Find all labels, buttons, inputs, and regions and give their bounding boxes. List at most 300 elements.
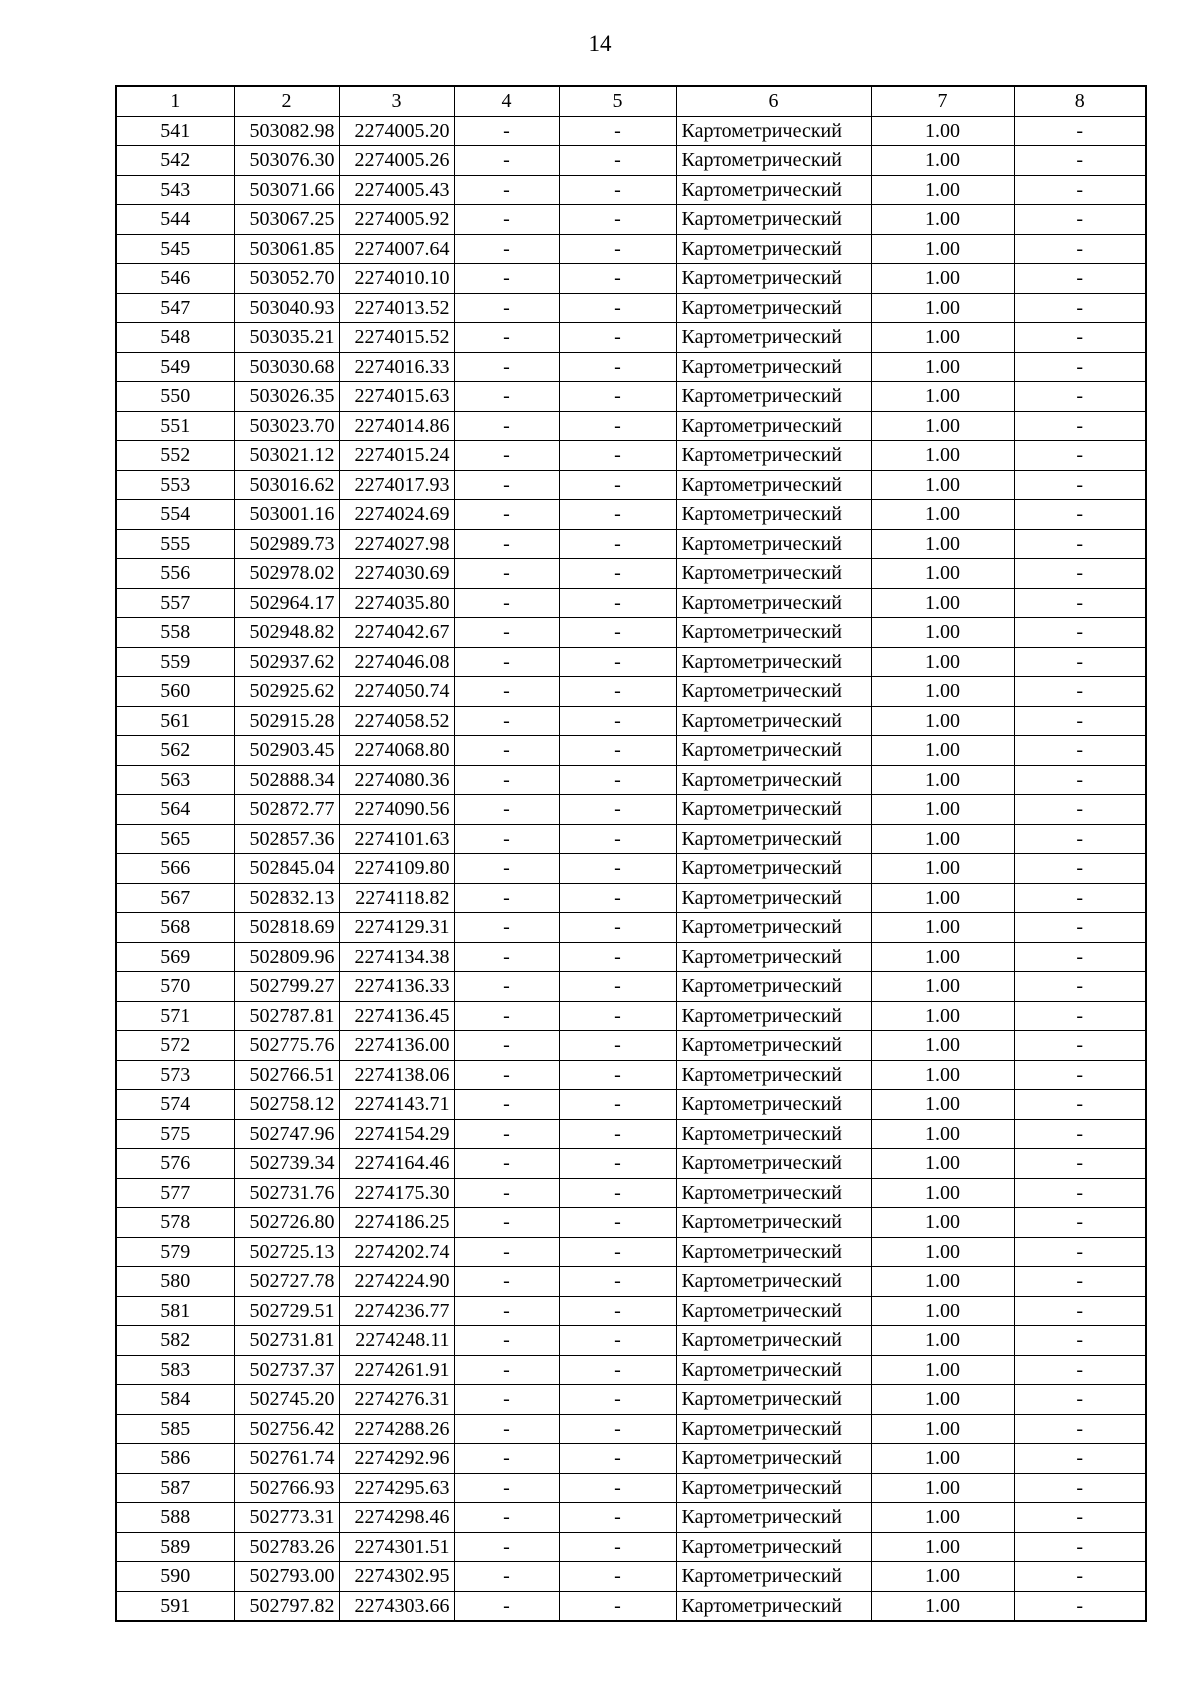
y-coordinate-cell: 2274005.43: [339, 175, 454, 205]
accuracy-cell: 1.00: [871, 411, 1014, 441]
accuracy-cell: 1.00: [871, 500, 1014, 530]
accuracy-cell: 1.00: [871, 972, 1014, 1002]
col4-cell: -: [454, 1031, 559, 1061]
col4-cell: -: [454, 323, 559, 353]
y-coordinate-cell: 2274143.71: [339, 1090, 454, 1120]
x-coordinate-cell: 503061.85: [234, 234, 339, 264]
table-row: [116, 795, 1146, 825]
accuracy-cell: 1.00: [871, 529, 1014, 559]
table-row: [116, 677, 1146, 707]
accuracy-cell: 1.00: [871, 175, 1014, 205]
point-number-cell: 589: [116, 1532, 234, 1562]
point-number-cell: 550: [116, 382, 234, 412]
x-coordinate-cell: 502925.62: [234, 677, 339, 707]
point-number-cell: 558: [116, 618, 234, 648]
col4-cell: -: [454, 913, 559, 943]
y-coordinate-cell: 2274042.67: [339, 618, 454, 648]
y-coordinate-cell: 2274175.30: [339, 1178, 454, 1208]
col4-cell: -: [454, 854, 559, 884]
y-coordinate-cell: 2274298.46: [339, 1503, 454, 1533]
col5-cell: -: [559, 1296, 676, 1326]
method-cell: Картометрический: [676, 529, 871, 559]
method-cell: Картометрический: [676, 1414, 871, 1444]
col8-cell: -: [1014, 146, 1146, 176]
y-coordinate-cell: 2274005.26: [339, 146, 454, 176]
point-number-cell: 552: [116, 441, 234, 471]
col5-cell: -: [559, 736, 676, 766]
y-coordinate-cell: 2274050.74: [339, 677, 454, 707]
method-cell: Картометрический: [676, 500, 871, 530]
col4-cell: -: [454, 824, 559, 854]
point-number-cell: 553: [116, 470, 234, 500]
y-coordinate-cell: 2274136.00: [339, 1031, 454, 1061]
point-number-cell: 582: [116, 1326, 234, 1356]
point-number-cell: 568: [116, 913, 234, 943]
method-cell: Картометрический: [676, 1060, 871, 1090]
accuracy-cell: 1.00: [871, 441, 1014, 471]
table-row: [116, 323, 1146, 353]
y-coordinate-cell: 2274164.46: [339, 1149, 454, 1179]
table-row: [116, 352, 1146, 382]
col8-cell: -: [1014, 1473, 1146, 1503]
col4-cell: -: [454, 1060, 559, 1090]
table-row: [116, 116, 1146, 146]
col8-cell: -: [1014, 323, 1146, 353]
col5-cell: -: [559, 1355, 676, 1385]
column-header-2: 2: [234, 86, 339, 116]
point-number-cell: 544: [116, 205, 234, 235]
x-coordinate-cell: 503035.21: [234, 323, 339, 353]
col5-cell: -: [559, 470, 676, 500]
accuracy-cell: 1.00: [871, 382, 1014, 412]
method-cell: Картометрический: [676, 411, 871, 441]
y-coordinate-cell: 2274007.64: [339, 234, 454, 264]
accuracy-cell: 1.00: [871, 1090, 1014, 1120]
col8-cell: -: [1014, 913, 1146, 943]
point-number-cell: 587: [116, 1473, 234, 1503]
y-coordinate-cell: 2274027.98: [339, 529, 454, 559]
col5-cell: -: [559, 146, 676, 176]
point-number-cell: 585: [116, 1414, 234, 1444]
col5-cell: -: [559, 175, 676, 205]
col5-cell: -: [559, 1326, 676, 1356]
accuracy-cell: 1.00: [871, 1444, 1014, 1474]
accuracy-cell: 1.00: [871, 765, 1014, 795]
x-coordinate-cell: 502797.82: [234, 1591, 339, 1621]
accuracy-cell: 1.00: [871, 588, 1014, 618]
method-cell: Картометрический: [676, 1031, 871, 1061]
col4-cell: -: [454, 1178, 559, 1208]
method-cell: Картометрический: [676, 1149, 871, 1179]
col4-cell: -: [454, 1355, 559, 1385]
table-row: [116, 1208, 1146, 1238]
col8-cell: -: [1014, 618, 1146, 648]
col8-cell: -: [1014, 1562, 1146, 1592]
page-number: 14: [588, 31, 612, 56]
col4-cell: -: [454, 883, 559, 913]
table-body: [116, 116, 1146, 1621]
column-header-6: 6: [676, 86, 871, 116]
method-cell: Картометрический: [676, 559, 871, 589]
method-cell: Картометрический: [676, 1237, 871, 1267]
col4-cell: -: [454, 1237, 559, 1267]
point-number-cell: 561: [116, 706, 234, 736]
x-coordinate-cell: 502739.34: [234, 1149, 339, 1179]
col8-cell: -: [1014, 500, 1146, 530]
point-number-cell: 543: [116, 175, 234, 205]
table-row: [116, 824, 1146, 854]
x-coordinate-cell: 503021.12: [234, 441, 339, 471]
point-number-cell: 571: [116, 1001, 234, 1031]
col4-cell: -: [454, 618, 559, 648]
accuracy-cell: 1.00: [871, 1355, 1014, 1385]
col4-cell: -: [454, 1296, 559, 1326]
x-coordinate-cell: 502818.69: [234, 913, 339, 943]
y-coordinate-cell: 2274101.63: [339, 824, 454, 854]
y-coordinate-cell: 2274261.91: [339, 1355, 454, 1385]
accuracy-cell: 1.00: [871, 1119, 1014, 1149]
accuracy-cell: 1.00: [871, 1001, 1014, 1031]
table-row: [116, 736, 1146, 766]
table-row: [116, 1444, 1146, 1474]
table-row: [116, 1031, 1146, 1061]
col4-cell: -: [454, 382, 559, 412]
table-row: [116, 1385, 1146, 1415]
point-number-cell: 566: [116, 854, 234, 884]
x-coordinate-cell: 502832.13: [234, 883, 339, 913]
table-row: [116, 1503, 1146, 1533]
x-coordinate-cell: 502727.78: [234, 1267, 339, 1297]
col8-cell: -: [1014, 264, 1146, 294]
col8-cell: -: [1014, 1031, 1146, 1061]
x-coordinate-cell: 503001.16: [234, 500, 339, 530]
point-number-cell: 545: [116, 234, 234, 264]
method-cell: Картометрический: [676, 913, 871, 943]
point-number-cell: 555: [116, 529, 234, 559]
table-row: [116, 883, 1146, 913]
col5-cell: -: [559, 1444, 676, 1474]
col4-cell: -: [454, 470, 559, 500]
accuracy-cell: 1.00: [871, 736, 1014, 766]
col8-cell: -: [1014, 1119, 1146, 1149]
accuracy-cell: 1.00: [871, 1267, 1014, 1297]
table-row: [116, 647, 1146, 677]
y-coordinate-cell: 2274035.80: [339, 588, 454, 618]
col4-cell: -: [454, 529, 559, 559]
col5-cell: -: [559, 1001, 676, 1031]
table-row: [116, 1060, 1146, 1090]
method-cell: Картометрический: [676, 234, 871, 264]
y-coordinate-cell: 2274186.25: [339, 1208, 454, 1238]
table-row: [116, 913, 1146, 943]
col8-cell: -: [1014, 175, 1146, 205]
col4-cell: -: [454, 1119, 559, 1149]
point-number-cell: 547: [116, 293, 234, 323]
col4-cell: -: [454, 1444, 559, 1474]
x-coordinate-cell: 502809.96: [234, 942, 339, 972]
col8-cell: -: [1014, 1385, 1146, 1415]
table-row: [116, 942, 1146, 972]
point-number-cell: 584: [116, 1385, 234, 1415]
y-coordinate-cell: 2274017.93: [339, 470, 454, 500]
col5-cell: -: [559, 913, 676, 943]
x-coordinate-cell: 502787.81: [234, 1001, 339, 1031]
x-coordinate-cell: 503023.70: [234, 411, 339, 441]
col4-cell: -: [454, 1326, 559, 1356]
y-coordinate-cell: 2274303.66: [339, 1591, 454, 1621]
col8-cell: -: [1014, 647, 1146, 677]
y-coordinate-cell: 2274024.69: [339, 500, 454, 530]
method-cell: Картометрический: [676, 1473, 871, 1503]
point-number-cell: 551: [116, 411, 234, 441]
point-number-cell: 575: [116, 1119, 234, 1149]
accuracy-cell: 1.00: [871, 795, 1014, 825]
table-row: [116, 441, 1146, 471]
point-number-cell: 580: [116, 1267, 234, 1297]
col8-cell: -: [1014, 1090, 1146, 1120]
point-number-cell: 590: [116, 1562, 234, 1592]
col4-cell: -: [454, 500, 559, 530]
col8-cell: -: [1014, 824, 1146, 854]
table-row: [116, 1414, 1146, 1444]
col4-cell: -: [454, 1473, 559, 1503]
point-number-cell: 577: [116, 1178, 234, 1208]
method-cell: Картометрический: [676, 1296, 871, 1326]
col5-cell: -: [559, 441, 676, 471]
col8-cell: -: [1014, 234, 1146, 264]
col8-cell: -: [1014, 1001, 1146, 1031]
point-number-cell: 548: [116, 323, 234, 353]
y-coordinate-cell: 2274015.52: [339, 323, 454, 353]
col5-cell: -: [559, 1414, 676, 1444]
method-cell: Картометрический: [676, 618, 871, 648]
accuracy-cell: 1.00: [871, 264, 1014, 294]
x-coordinate-cell: 502725.13: [234, 1237, 339, 1267]
method-cell: Картометрический: [676, 1355, 871, 1385]
col5-cell: -: [559, 1119, 676, 1149]
method-cell: Картометрический: [676, 441, 871, 471]
point-number-cell: 563: [116, 765, 234, 795]
col5-cell: -: [559, 293, 676, 323]
table-row: [116, 972, 1146, 1002]
x-coordinate-cell: 502915.28: [234, 706, 339, 736]
point-number-cell: 567: [116, 883, 234, 913]
col5-cell: -: [559, 795, 676, 825]
y-coordinate-cell: 2274090.56: [339, 795, 454, 825]
x-coordinate-cell: 503052.70: [234, 264, 339, 294]
col4-cell: -: [454, 293, 559, 323]
col5-cell: -: [559, 382, 676, 412]
y-coordinate-cell: 2274138.06: [339, 1060, 454, 1090]
column-header-1: 1: [116, 86, 234, 116]
table-row: [116, 264, 1146, 294]
col4-cell: -: [454, 706, 559, 736]
y-coordinate-cell: 2274080.36: [339, 765, 454, 795]
col5-cell: -: [559, 1562, 676, 1592]
point-number-cell: 574: [116, 1090, 234, 1120]
point-number-cell: 578: [116, 1208, 234, 1238]
method-cell: Картометрический: [676, 1178, 871, 1208]
x-coordinate-cell: 503040.93: [234, 293, 339, 323]
x-coordinate-cell: 502775.76: [234, 1031, 339, 1061]
accuracy-cell: 1.00: [871, 883, 1014, 913]
y-coordinate-cell: 2274015.63: [339, 382, 454, 412]
col8-cell: -: [1014, 529, 1146, 559]
col5-cell: -: [559, 1090, 676, 1120]
method-cell: Картометрический: [676, 706, 871, 736]
col5-cell: -: [559, 1149, 676, 1179]
method-cell: Картометрический: [676, 1326, 871, 1356]
x-coordinate-cell: 502745.20: [234, 1385, 339, 1415]
col5-cell: -: [559, 883, 676, 913]
column-header-3: 3: [339, 86, 454, 116]
table-row: [116, 854, 1146, 884]
point-number-cell: 588: [116, 1503, 234, 1533]
col5-cell: -: [559, 1267, 676, 1297]
x-coordinate-cell: 503026.35: [234, 382, 339, 412]
x-coordinate-cell: 502761.74: [234, 1444, 339, 1474]
y-coordinate-cell: 2274013.52: [339, 293, 454, 323]
y-coordinate-cell: 2274005.92: [339, 205, 454, 235]
col5-cell: -: [559, 1532, 676, 1562]
col4-cell: -: [454, 205, 559, 235]
y-coordinate-cell: 2274046.08: [339, 647, 454, 677]
method-cell: Картометрический: [676, 1532, 871, 1562]
method-cell: Картометрический: [676, 205, 871, 235]
table-row: [116, 205, 1146, 235]
y-coordinate-cell: 2274015.24: [339, 441, 454, 471]
col5-cell: -: [559, 942, 676, 972]
x-coordinate-cell: 502731.81: [234, 1326, 339, 1356]
method-cell: Картометрический: [676, 175, 871, 205]
accuracy-cell: 1.00: [871, 293, 1014, 323]
col5-cell: -: [559, 264, 676, 294]
accuracy-cell: 1.00: [871, 618, 1014, 648]
column-header-4: 4: [454, 86, 559, 116]
x-coordinate-cell: 502964.17: [234, 588, 339, 618]
table-row: [116, 1355, 1146, 1385]
x-coordinate-cell: 502731.76: [234, 1178, 339, 1208]
col5-cell: -: [559, 1385, 676, 1415]
x-coordinate-cell: 502766.51: [234, 1060, 339, 1090]
method-cell: Картометрический: [676, 1503, 871, 1533]
point-number-cell: 541: [116, 116, 234, 146]
method-cell: Картометрический: [676, 1591, 871, 1621]
accuracy-cell: 1.00: [871, 647, 1014, 677]
y-coordinate-cell: 2274129.31: [339, 913, 454, 943]
table-row: [116, 1178, 1146, 1208]
col4-cell: -: [454, 1503, 559, 1533]
table-row: [116, 146, 1146, 176]
col5-cell: -: [559, 352, 676, 382]
x-coordinate-cell: 502766.93: [234, 1473, 339, 1503]
y-coordinate-cell: 2274058.52: [339, 706, 454, 736]
table-row: [116, 470, 1146, 500]
col4-cell: -: [454, 1562, 559, 1592]
point-number-cell: 554: [116, 500, 234, 530]
point-number-cell: 564: [116, 795, 234, 825]
col4-cell: -: [454, 1001, 559, 1031]
x-coordinate-cell: 503076.30: [234, 146, 339, 176]
y-coordinate-cell: 2274202.74: [339, 1237, 454, 1267]
col8-cell: -: [1014, 677, 1146, 707]
accuracy-cell: 1.00: [871, 470, 1014, 500]
y-coordinate-cell: 2274136.45: [339, 1001, 454, 1031]
col4-cell: -: [454, 942, 559, 972]
point-number-cell: 549: [116, 352, 234, 382]
method-cell: Картометрический: [676, 765, 871, 795]
method-cell: Картометрический: [676, 854, 871, 884]
col5-cell: -: [559, 854, 676, 884]
method-cell: Картометрический: [676, 116, 871, 146]
point-number-cell: 562: [116, 736, 234, 766]
col4-cell: -: [454, 352, 559, 382]
col8-cell: -: [1014, 1208, 1146, 1238]
method-cell: Картометрический: [676, 1444, 871, 1474]
col8-cell: -: [1014, 706, 1146, 736]
col8-cell: -: [1014, 441, 1146, 471]
point-number-cell: 591: [116, 1591, 234, 1621]
col8-cell: -: [1014, 293, 1146, 323]
col8-cell: -: [1014, 883, 1146, 913]
col4-cell: -: [454, 1414, 559, 1444]
method-cell: Картометрический: [676, 264, 871, 294]
x-coordinate-cell: 502783.26: [234, 1532, 339, 1562]
x-coordinate-cell: 503071.66: [234, 175, 339, 205]
accuracy-cell: 1.00: [871, 1562, 1014, 1592]
table-row: [116, 1237, 1146, 1267]
y-coordinate-cell: 2274136.33: [339, 972, 454, 1002]
col8-cell: -: [1014, 795, 1146, 825]
col5-cell: -: [559, 1060, 676, 1090]
accuracy-cell: 1.00: [871, 942, 1014, 972]
accuracy-cell: 1.00: [871, 677, 1014, 707]
y-coordinate-cell: 2274292.96: [339, 1444, 454, 1474]
col5-cell: -: [559, 1208, 676, 1238]
y-coordinate-cell: 2274016.33: [339, 352, 454, 382]
col4-cell: -: [454, 1149, 559, 1179]
col5-cell: -: [559, 500, 676, 530]
x-coordinate-cell: 502978.02: [234, 559, 339, 589]
x-coordinate-cell: 502793.00: [234, 1562, 339, 1592]
col4-cell: -: [454, 1208, 559, 1238]
col5-cell: -: [559, 234, 676, 264]
col4-cell: -: [454, 736, 559, 766]
x-coordinate-cell: 503030.68: [234, 352, 339, 382]
method-cell: Картометрический: [676, 352, 871, 382]
col4-cell: -: [454, 264, 559, 294]
y-coordinate-cell: 2274010.10: [339, 264, 454, 294]
col8-cell: -: [1014, 1355, 1146, 1385]
col8-cell: -: [1014, 588, 1146, 618]
col8-cell: -: [1014, 1444, 1146, 1474]
col5-cell: -: [559, 1237, 676, 1267]
method-cell: Картометрический: [676, 470, 871, 500]
x-coordinate-cell: 503082.98: [234, 116, 339, 146]
accuracy-cell: 1.00: [871, 1503, 1014, 1533]
method-cell: Картометрический: [676, 323, 871, 353]
x-coordinate-cell: 502773.31: [234, 1503, 339, 1533]
method-cell: Картометрический: [676, 883, 871, 913]
accuracy-cell: 1.00: [871, 352, 1014, 382]
table-row: [116, 1562, 1146, 1592]
table-row: [116, 706, 1146, 736]
col5-cell: -: [559, 116, 676, 146]
col5-cell: -: [559, 1473, 676, 1503]
table-row: [116, 1296, 1146, 1326]
col8-cell: -: [1014, 559, 1146, 589]
column-header-8: 8: [1014, 86, 1146, 116]
